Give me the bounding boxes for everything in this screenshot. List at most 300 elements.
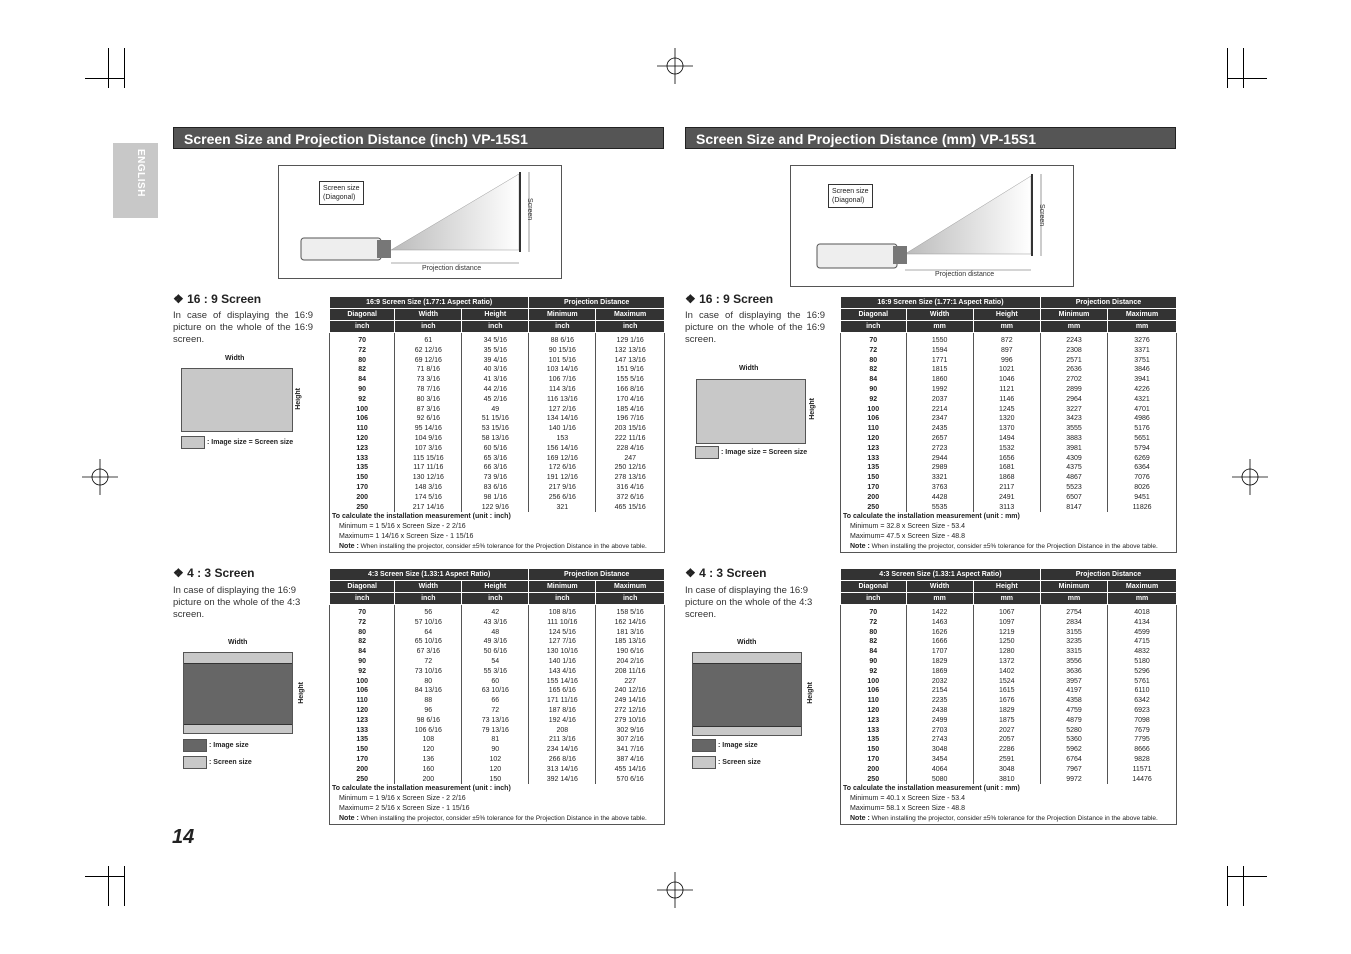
value-cell: 50 6/16 <box>462 647 529 657</box>
value-cell: 7967 <box>1040 765 1107 775</box>
value-cell: 234 14/16 <box>529 745 596 755</box>
note-label: Note : <box>850 543 870 550</box>
diagonal-cell: 133 <box>330 726 395 736</box>
value-cell: 66 <box>462 696 529 706</box>
value-cell: 42 <box>462 605 529 618</box>
crop-mark <box>85 876 125 877</box>
value-cell: 174 5/16 <box>395 493 462 503</box>
table-row <box>841 745 1177 755</box>
table-row <box>841 628 1177 638</box>
legend-screen <box>183 756 252 769</box>
value-cell: 61 <box>395 333 462 346</box>
table-row <box>841 414 1177 424</box>
height-label: Height <box>809 398 816 420</box>
value-cell: 465 15/16 <box>596 503 665 513</box>
table-row <box>841 356 1177 366</box>
value-cell: 2435 <box>906 424 973 434</box>
table-row <box>330 405 665 415</box>
value-cell: 2214 <box>906 405 973 415</box>
formula-box <box>329 784 665 825</box>
formula-box <box>840 784 1177 825</box>
value-cell: 2499 <box>906 716 973 726</box>
value-cell: 1422 <box>906 605 973 618</box>
value-cell: 2235 <box>906 696 973 706</box>
screen-16-9-shape <box>181 368 293 432</box>
table-row <box>841 375 1177 385</box>
value-cell: 203 15/16 <box>596 424 665 434</box>
value-cell: 88 6/16 <box>529 333 596 346</box>
value-cell: 34 5/16 <box>462 333 529 346</box>
table-row <box>330 735 665 745</box>
table-row <box>330 657 665 667</box>
value-cell: 3315 <box>1040 647 1107 657</box>
value-cell: 3048 <box>973 765 1040 775</box>
diagonal-cell: 250 <box>330 503 395 513</box>
column-header: Diagonal <box>841 309 907 321</box>
value-cell: 151 9/16 <box>596 365 665 375</box>
value-cell: 1219 <box>973 628 1040 638</box>
column-header: Diagonal <box>330 581 395 593</box>
value-cell: 5180 <box>1108 657 1177 667</box>
value-cell: 570 6/16 <box>596 775 665 785</box>
diagonal-cell: 123 <box>330 716 395 726</box>
note-text: When installing the projector, consider ±5% tolerance for the Projection Distance in the above table. <box>869 543 1158 550</box>
value-cell: 1370 <box>973 424 1040 434</box>
table-row <box>841 706 1177 716</box>
registration-mark-icon <box>1232 459 1268 495</box>
table-group-header: 16:9 Screen Size (1.77:1 Aspect Ratio) <box>841 297 1041 309</box>
screen-16-9-shape <box>696 379 806 444</box>
registration-mark-icon <box>82 459 118 495</box>
diagonal-cell: 100 <box>841 405 907 415</box>
subsection-title: ❖ 16 : 9 Screen <box>685 292 774 306</box>
value-cell: 278 13/16 <box>596 473 665 483</box>
value-cell: 11571 <box>1108 765 1177 775</box>
value-cell: 1046 <box>973 375 1040 385</box>
value-cell: 1868 <box>973 473 1040 483</box>
table-row <box>330 424 665 434</box>
formula-line: Minimum = 1 9/16 x Screen Size - 2 2/16 <box>339 795 466 802</box>
value-cell: 187 8/16 <box>529 706 596 716</box>
value-cell: 7098 <box>1108 716 1177 726</box>
value-cell: 140 1/16 <box>529 424 596 434</box>
value-cell: 73 10/16 <box>395 667 462 677</box>
table-row <box>841 493 1177 503</box>
value-cell: 134 14/16 <box>529 414 596 424</box>
crop-mark <box>1227 78 1267 79</box>
table-group-header: 4:3 Screen Size (1.33:1 Aspect Ratio) <box>330 569 529 581</box>
value-cell: 3227 <box>1040 405 1107 415</box>
value-cell: 2027 <box>973 726 1040 736</box>
table-row <box>841 686 1177 696</box>
table-row <box>841 483 1177 493</box>
diagonal-cell: 84 <box>330 647 395 657</box>
value-cell: 1121 <box>973 385 1040 395</box>
table-row <box>330 696 665 706</box>
value-cell: 1250 <box>973 637 1040 647</box>
value-cell: 156 14/16 <box>529 444 596 454</box>
unit-header: mm <box>906 593 973 605</box>
diagonal-cell: 135 <box>841 463 907 473</box>
value-cell: 103 14/16 <box>529 365 596 375</box>
value-cell: 5280 <box>1040 726 1107 736</box>
value-cell: 316 4/16 <box>596 483 665 493</box>
value-cell: 148 3/16 <box>395 483 462 493</box>
value-cell: 106 6/16 <box>395 726 462 736</box>
value-cell: 130 12/16 <box>395 473 462 483</box>
formula-title: To calculate the installation measurement (unit : mm) <box>843 785 1020 792</box>
value-cell: 104 9/16 <box>395 434 462 444</box>
diagonal-cell: 170 <box>841 755 907 765</box>
table-row <box>330 775 665 785</box>
value-cell: 40 3/16 <box>462 365 529 375</box>
legend <box>695 446 807 459</box>
unit-header: mm <box>1108 593 1177 605</box>
diagonal-cell: 106 <box>330 414 395 424</box>
table-row <box>330 375 665 385</box>
value-cell: 3763 <box>906 483 973 493</box>
screen-size-label: Screen size (Diagonal) <box>319 181 364 205</box>
value-cell: 9451 <box>1108 493 1177 503</box>
value-cell: 5794 <box>1108 444 1177 454</box>
value-cell: 65 10/16 <box>395 637 462 647</box>
value-cell: 4879 <box>1040 716 1107 726</box>
diagonal-cell: 84 <box>841 647 907 657</box>
value-cell: 5651 <box>1108 434 1177 444</box>
unit-header: inch <box>462 321 529 333</box>
diagonal-cell: 82 <box>841 365 907 375</box>
table-row <box>330 385 665 395</box>
screen-4-3-shape <box>692 652 802 736</box>
column-header: Height <box>462 309 529 321</box>
value-cell: 3957 <box>1040 677 1107 687</box>
value-cell: 192 4/16 <box>529 716 596 726</box>
value-cell: 171 11/16 <box>529 696 596 706</box>
language-tab <box>113 143 158 218</box>
projection-distance-label: Projection distance <box>935 271 995 278</box>
column-header: Width <box>395 309 462 321</box>
value-cell: 6269 <box>1108 454 1177 464</box>
table-row <box>330 356 665 366</box>
value-cell: 170 4/16 <box>596 395 665 405</box>
value-cell: 2944 <box>906 454 973 464</box>
legend-screen <box>692 756 761 769</box>
table-row <box>841 657 1177 667</box>
legend-label: : Image size = Screen size <box>207 439 294 446</box>
table-row <box>841 605 1177 618</box>
spec-table <box>329 568 665 784</box>
value-cell: 108 8/16 <box>529 605 596 618</box>
value-cell: 79 13/16 <box>462 726 529 736</box>
diagonal-cell: 123 <box>841 716 907 726</box>
column-header: Diagonal <box>841 581 907 593</box>
value-cell: 4759 <box>1040 706 1107 716</box>
table-row <box>841 765 1177 775</box>
value-cell: 2308 <box>1040 346 1107 356</box>
value-cell: 54 <box>462 657 529 667</box>
value-cell: 5360 <box>1040 735 1107 745</box>
column-header: Diagonal <box>330 309 395 321</box>
value-cell: 1771 <box>906 356 973 366</box>
value-cell: 266 8/16 <box>529 755 596 765</box>
value-cell: 107 3/16 <box>395 444 462 454</box>
diagonal-cell: 72 <box>330 346 395 356</box>
value-cell: 3048 <box>906 745 973 755</box>
value-cell: 1829 <box>973 706 1040 716</box>
value-cell: 95 14/16 <box>395 424 462 434</box>
diagonal-cell: 80 <box>330 628 395 638</box>
value-cell: 1524 <box>973 677 1040 687</box>
diagonal-cell: 72 <box>841 346 907 356</box>
value-cell: 80 <box>395 677 462 687</box>
value-cell: 372 6/16 <box>596 493 665 503</box>
legend-image <box>692 739 758 752</box>
projection-diagram <box>278 165 562 279</box>
value-cell: 2636 <box>1040 365 1107 375</box>
page-number: 14 <box>172 826 195 848</box>
value-cell: 1860 <box>906 375 973 385</box>
diagonal-cell: 200 <box>330 493 395 503</box>
value-cell: 1550 <box>906 333 973 346</box>
value-cell: 1021 <box>973 365 1040 375</box>
value-cell: 2723 <box>906 444 973 454</box>
value-cell: 4358 <box>1040 696 1107 706</box>
value-cell: 6764 <box>1040 755 1107 765</box>
diagonal-cell: 80 <box>841 628 907 638</box>
value-cell: 204 2/16 <box>596 657 665 667</box>
value-cell: 73 3/16 <box>395 375 462 385</box>
value-cell: 1707 <box>906 647 973 657</box>
table-row <box>330 346 665 356</box>
value-cell: 2703 <box>906 726 973 736</box>
unit-header: mm <box>1040 593 1107 605</box>
subsection-description: In case of displaying the 16:9 picture on the whole of the 16:9 screen. <box>685 310 825 345</box>
value-cell: 78 7/16 <box>395 385 462 395</box>
value-cell: 196 7/16 <box>596 414 665 424</box>
diagonal-cell: 72 <box>330 618 395 628</box>
value-cell: 72 <box>462 706 529 716</box>
value-cell: 9972 <box>1040 775 1107 785</box>
value-cell: 1656 <box>973 454 1040 464</box>
value-cell: 1666 <box>906 637 973 647</box>
value-cell: 7679 <box>1108 726 1177 736</box>
unit-header: inch <box>529 321 596 333</box>
value-cell: 45 2/16 <box>462 395 529 405</box>
unit-header: mm <box>1040 321 1107 333</box>
diagonal-cell: 84 <box>841 375 907 385</box>
value-cell: 60 <box>462 677 529 687</box>
diagonal-cell: 90 <box>330 385 395 395</box>
value-cell: 4986 <box>1108 414 1177 424</box>
value-cell: 1681 <box>973 463 1040 473</box>
spec-table <box>329 296 665 512</box>
table-row <box>841 434 1177 444</box>
value-cell: 4715 <box>1108 637 1177 647</box>
table-row <box>330 503 665 513</box>
value-cell: 4064 <box>906 765 973 775</box>
diagonal-cell: 150 <box>841 745 907 755</box>
height-label: Height <box>807 682 814 704</box>
value-cell: 106 7/16 <box>529 375 596 385</box>
diagonal-cell: 100 <box>330 405 395 415</box>
value-cell: 115 15/16 <box>395 454 462 464</box>
value-cell: 1146 <box>973 395 1040 405</box>
value-cell: 8026 <box>1108 483 1177 493</box>
table-row <box>330 365 665 375</box>
crop-mark <box>1227 876 1267 877</box>
note-label: Note : <box>339 815 359 822</box>
value-cell: 55 3/16 <box>462 667 529 677</box>
diagonal-cell: 106 <box>841 414 907 424</box>
value-cell: 1067 <box>973 605 1040 618</box>
formula-line: Maximum= 2 5/16 x Screen Size - 1 15/16 <box>339 805 470 812</box>
unit-header: inch <box>841 593 907 605</box>
table-row <box>330 677 665 687</box>
formula-line: Minimum = 32.8 x Screen Size - 53.4 <box>850 523 965 530</box>
value-cell: 162 14/16 <box>596 618 665 628</box>
value-cell: 4832 <box>1108 647 1177 657</box>
value-cell: 81 <box>462 735 529 745</box>
unit-header: inch <box>395 593 462 605</box>
diagonal-cell: 92 <box>841 395 907 405</box>
table-row <box>330 726 665 736</box>
table-row <box>330 434 665 444</box>
value-cell: 58 13/16 <box>462 434 529 444</box>
value-cell: 153 <box>529 434 596 444</box>
value-cell: 98 1/16 <box>462 493 529 503</box>
table-row <box>841 424 1177 434</box>
unit-header: inch <box>529 593 596 605</box>
diagonal-cell: 70 <box>841 333 907 346</box>
value-cell: 240 12/16 <box>596 686 665 696</box>
note <box>841 542 1176 552</box>
value-cell: 65 3/16 <box>462 454 529 464</box>
width-label: Width <box>739 365 759 372</box>
unit-header: inch <box>330 593 395 605</box>
table-row <box>330 716 665 726</box>
table-row <box>330 745 665 755</box>
unit-header: mm <box>973 321 1040 333</box>
table-row <box>841 647 1177 657</box>
value-cell: 5962 <box>1040 745 1107 755</box>
value-cell: 3846 <box>1108 365 1177 375</box>
diagonal-cell: 250 <box>841 503 907 513</box>
value-cell: 307 2/16 <box>596 735 665 745</box>
value-cell: 2037 <box>906 395 973 405</box>
table-row <box>330 454 665 464</box>
column-header: Width <box>395 581 462 593</box>
value-cell: 3883 <box>1040 434 1107 444</box>
value-cell: 49 <box>462 405 529 415</box>
value-cell: 3555 <box>1040 424 1107 434</box>
diagonal-cell: 120 <box>330 706 395 716</box>
table-row <box>841 735 1177 745</box>
value-cell: 122 9/16 <box>462 503 529 513</box>
value-cell: 321 <box>529 503 596 513</box>
value-cell: 2754 <box>1040 605 1107 618</box>
value-cell: 1594 <box>906 346 973 356</box>
value-cell: 1615 <box>973 686 1040 696</box>
diagonal-cell: 135 <box>330 463 395 473</box>
value-cell: 71 8/16 <box>395 365 462 375</box>
unit-header: inch <box>330 321 395 333</box>
value-cell: 127 2/16 <box>529 405 596 415</box>
value-cell: 69 12/16 <box>395 356 462 366</box>
value-cell: 3155 <box>1040 628 1107 638</box>
column-header: Minimum <box>529 309 596 321</box>
value-cell: 1532 <box>973 444 1040 454</box>
value-cell: 228 4/16 <box>596 444 665 454</box>
diagonal-cell: 92 <box>330 395 395 405</box>
column-header: Minimum <box>1040 309 1107 321</box>
value-cell: 256 6/16 <box>529 493 596 503</box>
table-row <box>330 414 665 424</box>
table-group-header: Projection Distance <box>1040 297 1176 309</box>
diagonal-cell: 100 <box>841 677 907 687</box>
value-cell: 6110 <box>1108 686 1177 696</box>
formula-line: Minimum = 1 5/16 x Screen Size - 2 2/16 <box>339 523 466 530</box>
table-row <box>330 755 665 765</box>
column-header: Width <box>906 309 973 321</box>
column-header: Width <box>906 581 973 593</box>
column-header: Height <box>973 581 1040 593</box>
section-header-inch: Screen Size and Projection Distance (inch) VP-15S1 <box>173 127 664 149</box>
screen-size-label: Screen size (Diagonal) <box>828 184 873 208</box>
subsection-title: ❖ 16 : 9 Screen <box>173 292 262 306</box>
value-cell: 35 5/16 <box>462 346 529 356</box>
diagonal-cell: 200 <box>841 493 907 503</box>
height-label: Height <box>295 388 302 410</box>
value-cell: 44 2/16 <box>462 385 529 395</box>
value-cell: 2743 <box>906 735 973 745</box>
value-cell: 247 <box>596 454 665 464</box>
subsection-title: ❖ 4 : 3 Screen <box>685 566 767 580</box>
value-cell: 1626 <box>906 628 973 638</box>
value-cell: 5176 <box>1108 424 1177 434</box>
diagonal-cell: 70 <box>330 333 395 346</box>
value-cell: 83 6/16 <box>462 483 529 493</box>
value-cell: 200 <box>395 775 462 785</box>
table-group-header: 4:3 Screen Size (1.33:1 Aspect Ratio) <box>841 569 1041 581</box>
value-cell: 5523 <box>1040 483 1107 493</box>
diagonal-cell: 92 <box>330 667 395 677</box>
value-cell: 2032 <box>906 677 973 687</box>
value-cell: 155 14/16 <box>529 677 596 687</box>
diagonal-cell: 84 <box>330 375 395 385</box>
value-cell: 160 <box>395 765 462 775</box>
value-cell: 2571 <box>1040 356 1107 366</box>
diagonal-cell: 170 <box>841 483 907 493</box>
value-cell: 102 <box>462 755 529 765</box>
table-row <box>841 755 1177 765</box>
value-cell: 6923 <box>1108 706 1177 716</box>
value-cell: 181 3/16 <box>596 628 665 638</box>
value-cell: 2964 <box>1040 395 1107 405</box>
diagonal-cell: 250 <box>330 775 395 785</box>
value-cell: 5761 <box>1108 677 1177 687</box>
diagonal-cell: 72 <box>841 618 907 628</box>
column-header: Minimum <box>1040 581 1107 593</box>
table-row <box>841 365 1177 375</box>
value-cell: 3941 <box>1108 375 1177 385</box>
value-cell: 155 5/16 <box>596 375 665 385</box>
diagonal-cell: 110 <box>330 696 395 706</box>
value-cell: 96 <box>395 706 462 716</box>
value-cell: 3113 <box>973 503 1040 513</box>
value-cell: 6364 <box>1108 463 1177 473</box>
value-cell: 169 12/16 <box>529 454 596 464</box>
value-cell: 5080 <box>906 775 973 785</box>
